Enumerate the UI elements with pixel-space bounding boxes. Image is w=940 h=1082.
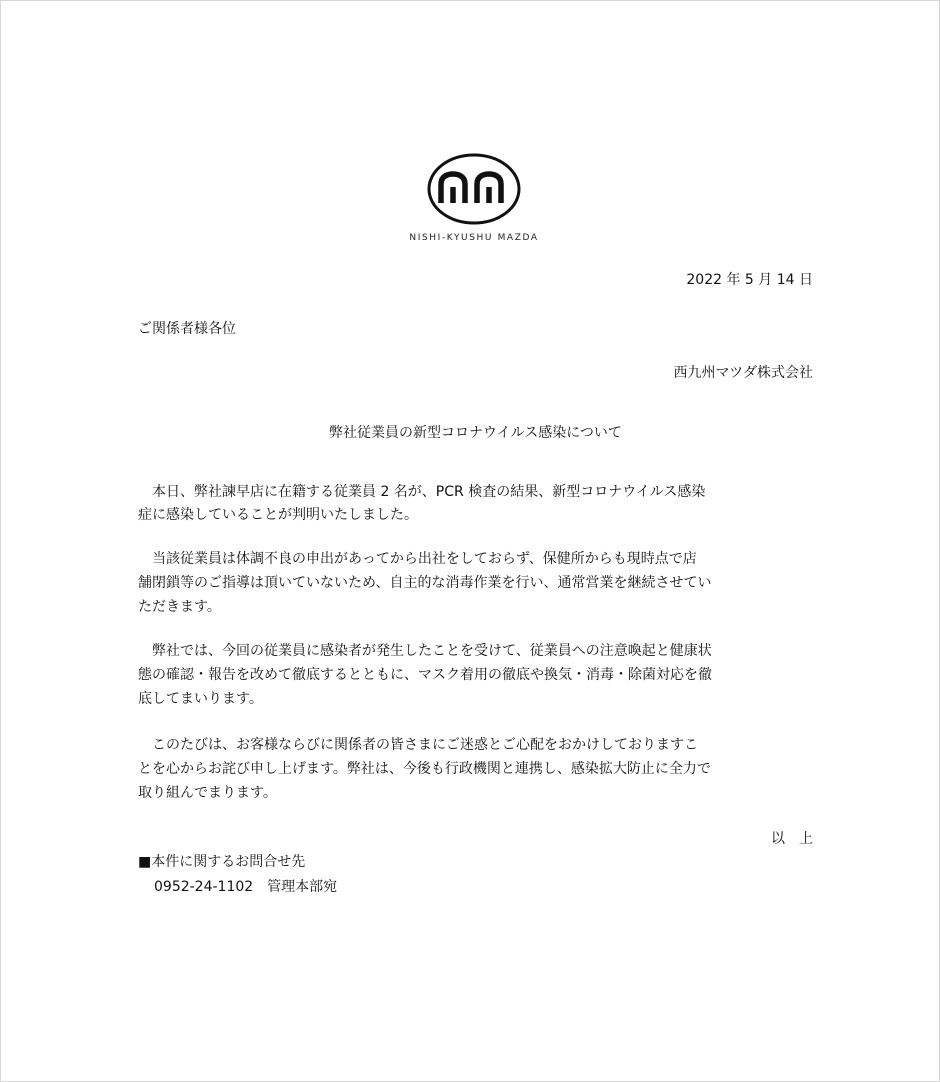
letter-closing: 以 上 [771, 831, 813, 847]
paragraph-2-line-2: 舗閉鎖等のご指導は頂いていないため、自主的な消毒作業を行い、通常営業を継続させてい [138, 575, 712, 591]
nishi-kyushu-mazda-logo-icon [424, 151, 524, 227]
contact-detail: 0952-24-1102 管理本部宛 [154, 879, 338, 895]
letter-title: 弊社従業員の新型コロナウイルス感染について [329, 425, 622, 441]
letter-sender: 西九州マツダ株式会社 [673, 365, 813, 381]
logo-company-name: NISHI-KYUSHU MAZDA [409, 233, 539, 243]
paragraph-2-line-3: ただきます。 [138, 599, 221, 615]
paragraph-4-line-2: とを心からお詫び申し上げます。弊社は、今後も行政機関と連携し、感染拡大防止に全力で [138, 761, 711, 777]
paragraph-4-line-3: 取り組んでまります。 [138, 785, 277, 801]
paragraph-2-line-1: 当該従業員は体調不良の申出があってから出社をしておらず、保健所からも現時点で店 [138, 551, 697, 567]
paragraph-3-line-2: 態の確認・報告を改めて徹底するとともに、マスク着用の徹底や換気・消毒・除菌対応を徹 [138, 667, 712, 683]
letter-addressee: ご関係者様各位 [138, 321, 236, 337]
paragraph-1-line-1: 本日、弊社諫早店に在籍する従業員 2 名が、PCR 検査の結果、新型コロナウイルス感染 [138, 484, 706, 500]
paragraph-3-line-1: 弊社では、今回の従業員に感染者が発生したことを受けて、従業員への注意喚起と健康状 [138, 643, 712, 659]
company-logo [424, 151, 524, 227]
paragraph-3-line-3: 底してまいります。 [138, 691, 263, 707]
letter-date: 2022 年 5 月 14 日 [686, 272, 813, 288]
paragraph-4-line-1: このたびは、お客様ならびに関係者の皆さまにご迷惑とご心配をおかけしておりますこ [138, 737, 698, 753]
paragraph-1-line-2: 症に感染していることが判明いたしました。 [138, 507, 418, 523]
contact-heading: ■本件に関するお問合せ先 [138, 854, 306, 870]
